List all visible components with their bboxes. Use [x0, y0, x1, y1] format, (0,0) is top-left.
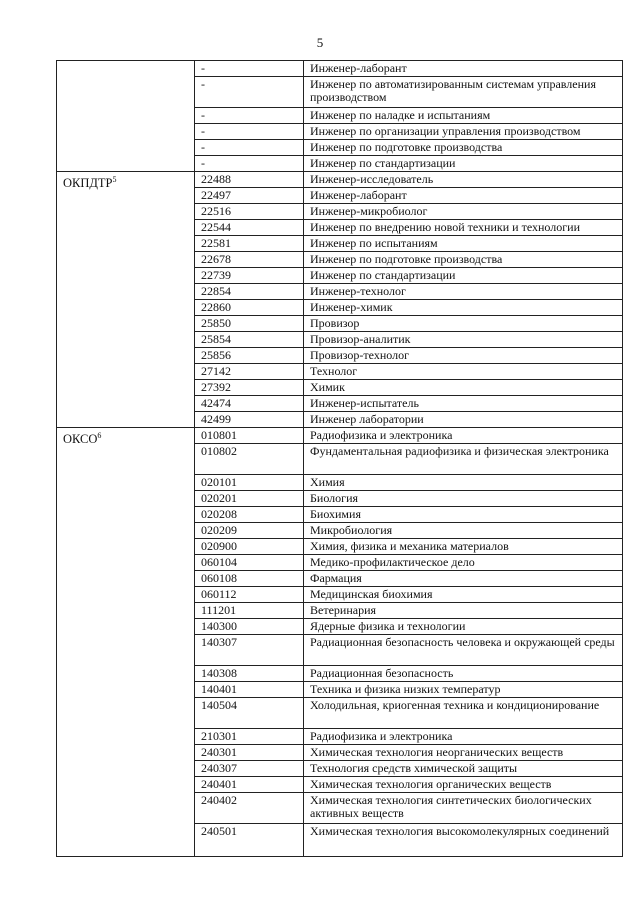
name-cell: Ветеринария — [304, 603, 623, 619]
code-cell: 020209 — [195, 523, 304, 539]
name-cell: Фармация — [304, 571, 623, 587]
name-cell: Провизор-технолог — [304, 348, 623, 364]
code-cell: 240307 — [195, 761, 304, 777]
name-cell: Провизор-аналитик — [304, 332, 623, 348]
name-cell: Химическая технология органических веществ — [304, 777, 623, 793]
classifier-cell — [57, 61, 195, 172]
classifier-cell — [57, 172, 195, 428]
name-cell: Химик — [304, 380, 623, 396]
footnote-marker: 5 — [112, 175, 117, 184]
name-cell: Инженер-исследователь — [304, 172, 623, 188]
code-cell: 140308 — [195, 666, 304, 682]
code-cell: - — [195, 77, 304, 108]
name-cell: Инженер-микробиолог — [304, 204, 623, 220]
name-cell: Радиофизика и электроника — [304, 729, 623, 745]
name-cell: Инженер лаборатории — [304, 412, 623, 428]
table-row — [57, 172, 623, 188]
code-cell: - — [195, 124, 304, 140]
name-cell: Химическая технология высокомолекулярных соединений — [304, 824, 623, 857]
code-cell: 27142 — [195, 364, 304, 380]
name-cell: Инженер-лаборант — [304, 188, 623, 204]
name-cell: Холодильная, криогенная техника и кондиционирование — [304, 698, 623, 729]
code-cell: 010802 — [195, 444, 304, 475]
page-number: 5 — [316, 35, 324, 50]
code-cell: 42474 — [195, 396, 304, 412]
name-cell: Микробиология — [304, 523, 623, 539]
code-cell: 060104 — [195, 555, 304, 571]
name-cell: Инженер по стандартизации — [304, 156, 623, 172]
name-cell: Инженер по организации управления производством — [304, 124, 623, 140]
code-cell: - — [195, 61, 304, 77]
code-cell: 22854 — [195, 284, 304, 300]
code-cell: 22497 — [195, 188, 304, 204]
name-cell: Биология — [304, 491, 623, 507]
name-cell: Фундаментальная радиофизика и физическая электроника — [304, 444, 623, 475]
name-cell: Химическая технология синтетических биологических активных веществ — [304, 793, 623, 824]
code-cell: 240301 — [195, 745, 304, 761]
code-cell: 140300 — [195, 619, 304, 635]
code-cell: 22488 — [195, 172, 304, 188]
name-cell: Инженер-химик — [304, 300, 623, 316]
name-cell: Инженер по подготовке производства — [304, 252, 623, 268]
code-cell: 240402 — [195, 793, 304, 824]
code-cell: - — [195, 156, 304, 172]
name-cell: Химическая технология неорганических веществ — [304, 745, 623, 761]
footnote-marker: 6 — [97, 431, 102, 440]
name-cell: Химия, физика и механика материалов — [304, 539, 623, 555]
name-cell: Инженер по внедрению новой техники и технологии — [304, 220, 623, 236]
table-row — [57, 428, 623, 444]
name-cell: Медицинская биохимия — [304, 587, 623, 603]
code-cell: 020101 — [195, 475, 304, 491]
code-cell: 020900 — [195, 539, 304, 555]
code-cell: 140307 — [195, 635, 304, 666]
name-cell: Провизор — [304, 316, 623, 332]
name-cell: Биохимия — [304, 507, 623, 523]
name-cell: Радиационная безопасность человека и окружающей среды — [304, 635, 623, 666]
code-cell: 22544 — [195, 220, 304, 236]
classification-table-body — [57, 61, 623, 857]
code-cell: 060108 — [195, 571, 304, 587]
name-cell: Инженер по подготовке производства — [304, 140, 623, 156]
table-row — [57, 61, 623, 77]
code-cell: 22581 — [195, 236, 304, 252]
classifier-name: ОКСО — [63, 432, 98, 447]
code-cell: 22678 — [195, 252, 304, 268]
name-cell: Инженер по стандартизации — [304, 268, 623, 284]
name-cell: Техника и физика низких температур — [304, 682, 623, 698]
code-cell: 22860 — [195, 300, 304, 316]
classifier-cell — [57, 428, 195, 857]
code-cell: 22516 — [195, 204, 304, 220]
name-cell: Инженер-испытатель — [304, 396, 623, 412]
classifier-name: ОКПДТР — [63, 176, 113, 191]
code-cell: 111201 — [195, 603, 304, 619]
code-cell: 25854 — [195, 332, 304, 348]
code-cell: 25850 — [195, 316, 304, 332]
code-cell: 060112 — [195, 587, 304, 603]
code-cell: 22739 — [195, 268, 304, 284]
name-cell: Инженер по наладке и испытаниям — [304, 108, 623, 124]
name-cell: Инженер-технолог — [304, 284, 623, 300]
classification-table — [56, 60, 623, 857]
code-cell: 020208 — [195, 507, 304, 523]
code-cell: - — [195, 108, 304, 124]
name-cell: Радиофизика и электроника — [304, 428, 623, 444]
code-cell: - — [195, 140, 304, 156]
name-cell: Инженер по испытаниям — [304, 236, 623, 252]
name-cell: Инженер-лаборант — [304, 61, 623, 77]
code-cell: 210301 — [195, 729, 304, 745]
name-cell: Химия — [304, 475, 623, 491]
code-cell: 020201 — [195, 491, 304, 507]
code-cell: 140401 — [195, 682, 304, 698]
name-cell: Технология средств химической защиты — [304, 761, 623, 777]
code-cell: 25856 — [195, 348, 304, 364]
code-cell: 42499 — [195, 412, 304, 428]
name-cell: Инженер по автоматизированным системам управления производством — [304, 77, 623, 108]
code-cell: 010801 — [195, 428, 304, 444]
code-cell: 140504 — [195, 698, 304, 729]
name-cell: Технолог — [304, 364, 623, 380]
code-cell: 27392 — [195, 380, 304, 396]
code-cell: 240501 — [195, 824, 304, 857]
name-cell: Радиационная безопасность — [304, 666, 623, 682]
name-cell: Ядерные физика и технологии — [304, 619, 623, 635]
name-cell: Медико-профилактическое дело — [304, 555, 623, 571]
code-cell: 240401 — [195, 777, 304, 793]
